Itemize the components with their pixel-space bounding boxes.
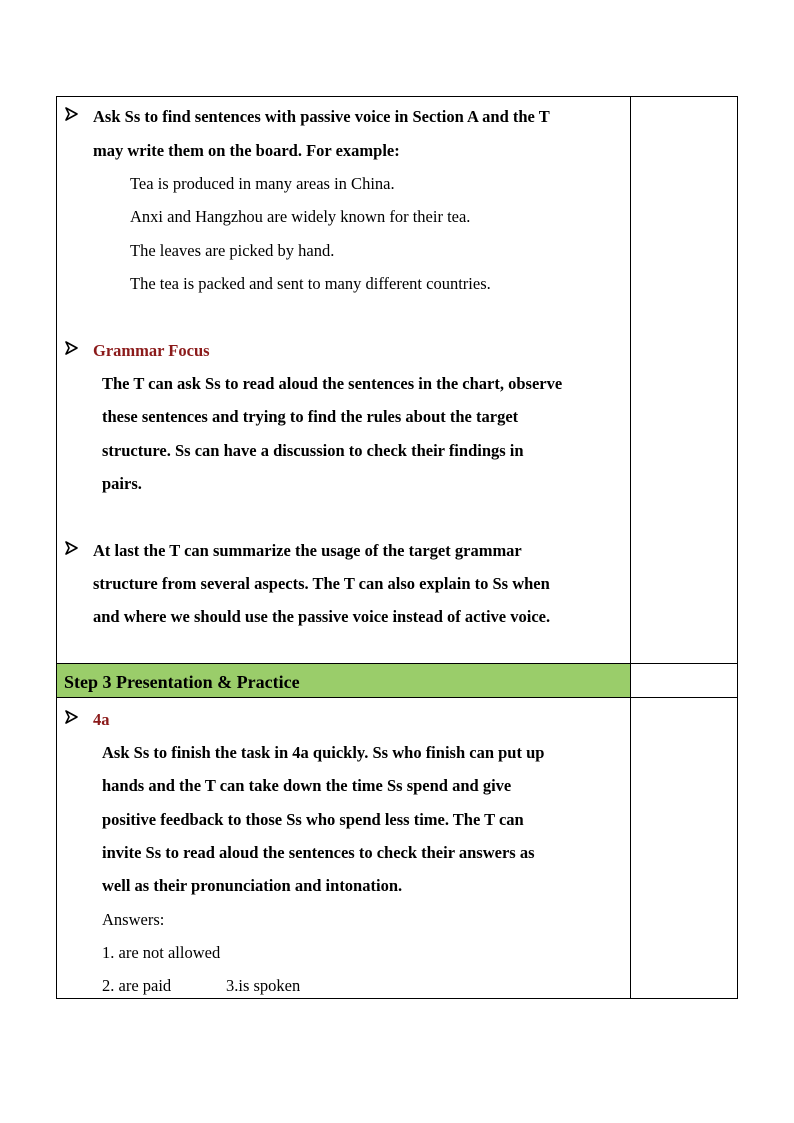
- notes-cell: [631, 664, 738, 698]
- instruction-text: structure. Ss can have a discussion to check their findings in: [102, 441, 524, 460]
- arrow-bullet-icon: [65, 541, 78, 555]
- arrow-bullet-icon: [65, 107, 78, 121]
- instruction-text: invite Ss to read aloud the sentences to check their answers as: [102, 843, 535, 862]
- example-sentence: Anxi and Hangzhou are widely known for their tea.: [130, 207, 471, 226]
- section-heading: 4a: [93, 710, 110, 729]
- answer-item: 1. are not allowed: [102, 943, 221, 962]
- instruction-text: hands and the T can take down the time Ss spend and give: [102, 776, 512, 795]
- instruction-text: positive feedback to those Ss who spend less time. The T can: [102, 810, 524, 829]
- answer-item: 2. are paid: [102, 976, 172, 995]
- example-sentence: The leaves are picked by hand.: [130, 241, 335, 260]
- notes-cell: [631, 97, 738, 664]
- instruction-text: well as their pronunciation and intonation.: [102, 876, 403, 895]
- lesson-plan-table: [56, 96, 738, 999]
- notes-cell: [631, 698, 738, 999]
- arrow-bullet-icon: [65, 710, 78, 724]
- instruction-text: may write them on the board. For example:: [93, 141, 400, 160]
- table-row: [57, 698, 738, 999]
- instruction-text: At last the T can summarize the usage of the target grammar: [93, 541, 522, 560]
- instruction-text: these sentences and trying to find the rules about the target: [102, 407, 519, 426]
- instruction-text: Ask Ss to find sentences with passive voice in Section A and the T: [93, 107, 550, 126]
- instruction-text: pairs.: [102, 474, 142, 493]
- step-title: Step 3 Presentation & Practice: [64, 672, 300, 692]
- table-row: [57, 97, 738, 664]
- arrow-bullet-icon: [65, 341, 78, 355]
- procedure-cell: [57, 97, 631, 664]
- answers-label: Answers:: [102, 910, 165, 929]
- instruction-text: The T can ask Ss to read aloud the sentences in the chart, observe: [102, 374, 563, 393]
- step-header-cell: [57, 664, 631, 698]
- procedure-cell: [57, 698, 631, 999]
- instruction-text: structure from several aspects. The T can also explain to Ss when: [93, 574, 550, 593]
- step-header: [57, 664, 630, 697]
- example-sentence: Tea is produced in many areas in China.: [130, 174, 395, 193]
- answer-item: 3.is spoken: [226, 976, 301, 995]
- section-heading: Grammar Focus: [93, 341, 210, 360]
- example-sentence: The tea is packed and sent to many different countries.: [130, 274, 491, 293]
- instruction-text: Ask Ss to finish the task in 4a quickly. Ss who finish can put up: [102, 743, 545, 762]
- instruction-text: and where we should use the passive voice instead of active voice.: [93, 607, 551, 626]
- table-row: [57, 664, 738, 698]
